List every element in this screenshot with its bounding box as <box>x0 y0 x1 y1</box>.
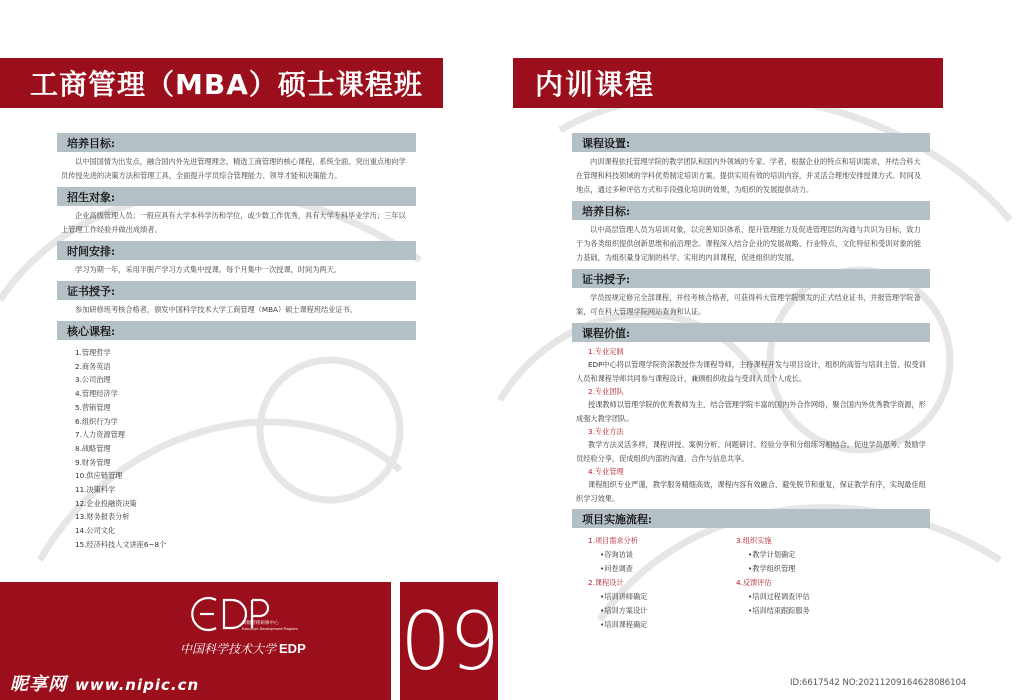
flow-step-title: 1.项目需求分析 <box>588 536 638 545</box>
course-item: 7.人力资源管理 <box>75 430 125 440</box>
value-text: EDP中心将以管理学院资深教授作为课程导师，主持课程开发与项目设计，组织的高管与培训主管、拟受训人员和课程导师共同参与课程设计，兼顾组织收益与受训人员个人成长。 <box>576 360 926 383</box>
core-courses-heading: 核心课程: <box>67 324 116 338</box>
course-item: 4.管理经济学 <box>75 389 118 399</box>
value-heading: 课程价值: <box>582 326 631 340</box>
value-list <box>572 342 930 505</box>
flow-step-title: 2.课程设计 <box>588 578 624 587</box>
section-text: 学习为期一年，采用半脱产学习方式集中授课。每个月集中一次授课，时间为两天。 <box>75 265 341 274</box>
flow-step-item: •教学组织管理 <box>748 564 796 573</box>
flow-step-item: •培训课程确定 <box>600 620 648 629</box>
value-heading-bar <box>572 323 930 342</box>
page-number: 09 <box>400 594 498 688</box>
flow-step-item: •培训结束跟踪服务 <box>748 606 810 615</box>
course-item: 15.经济科技人文讲座6~8个 <box>75 539 167 549</box>
course-item: 11.决策科学 <box>75 485 116 495</box>
flow-step-item: •培训讲师确定 <box>600 592 648 601</box>
course-item: 14.公司文化 <box>75 526 116 536</box>
value-text: 授课教师以管理学院的优秀教师为主，结合管理学院丰富的国内外合作网络，聚合国内外优秀教学资源，形成强大教学团队。 <box>576 400 926 423</box>
section-heading: 招生对象: <box>67 190 116 204</box>
section-heading: 时间安排: <box>67 244 116 258</box>
flow-step-title: 3.组织实施 <box>736 536 772 545</box>
cert-text: 学员按规定修完全部课程，并经考核合格者，可获得科大管理学院颁发的正式结业证书，并报管理学院备案，可在科大管理学院网站查询和认证。 <box>576 293 921 316</box>
logo-sub-cn: 高级管理研修中心 <box>242 621 279 626</box>
setup-text: 内训课程依托管理学院的教学团队和国内外领域的专家、学者，根据企业的特点和培训需求，并结合科大在管理和科技领域的学科优势制定培训方案。提供实用有效的培训内容，并灵活合理地安排授课方式、时间及地点，通过多种评估方式和手段强化培训的效果，为组织的发展提供动力。 <box>576 157 922 194</box>
right-page-title: 内训课程 <box>535 68 656 101</box>
university-edp: EDP <box>279 641 306 656</box>
edp-logo <box>190 594 300 634</box>
course-item: 9.财务管理 <box>75 457 111 467</box>
left-column <box>57 133 416 552</box>
left-title-banner <box>0 58 443 108</box>
section-heading-bar <box>57 187 416 206</box>
goal-text: 以中高层管理人员为培训对象，以完善知识体系、提升管理能力及促进管理层的沟通与共识为目标，致力于为各类组织提供创新思维和前沿理念。课程深入结合企业的发展战略、行业特点、文化特征和受训对象的能力基础，为组织量身定制的科学、实用的内训课程，促进组织的发展。 <box>576 225 922 262</box>
section-heading-bar <box>57 281 416 300</box>
section-text: 企业高级管理人员；一般应具有大学本科学历和学位，或少数工作优秀，具有大学专科毕业学历；三年以上管理工作经验并做出成绩者。 <box>61 211 406 234</box>
course-item: 6.组织行为学 <box>75 416 118 426</box>
course-item: 10.供应链管理 <box>75 471 123 481</box>
flow-heading-bar <box>572 509 930 528</box>
course-item: 5.营销管理 <box>75 402 111 412</box>
value-text: 教学方法灵活多样，课程讲授、案例分析、问题研讨、经验分享和分组练习相结合。促进学员思考、鼓励学员经验分享，促成组织内部的沟通、合作与信息共享。 <box>576 440 926 463</box>
setup-heading-bar <box>572 133 930 152</box>
watermark-left <box>10 670 199 696</box>
value-title: 4.专业管理 <box>588 467 624 476</box>
section-text: 以中国国情为出发点，融合国内外先进管理理念，精选工商管理的核心课程，系统全面、突出重点地向学员传授先进的决策方法和管理工具，全面提升学员综合管理能力、领导才能和决策能力。 <box>61 157 406 180</box>
watermark-url: www.nipic.cn <box>75 676 200 694</box>
flow-column-right <box>736 534 810 618</box>
watermark-brand: 昵享网 <box>10 674 67 695</box>
cert-heading-bar <box>572 269 930 288</box>
university-name: 中国科学技术大学 <box>180 642 277 656</box>
goal-heading-bar <box>572 201 930 220</box>
right-title-banner <box>513 58 943 108</box>
cert-heading: 证书授予: <box>582 272 631 286</box>
section-text: 参加研修班考核合格者，颁发中国科学技术大学工商管理（MBA）硕士课程班结业证书。 <box>75 305 357 314</box>
flow-step-item: •培训过程调查评估 <box>748 592 810 601</box>
flow-step-title: 4.反馈评估 <box>736 578 772 587</box>
course-item: 12.企业投融资决策 <box>75 498 137 508</box>
university-signature <box>180 640 306 657</box>
flow-heading: 项目实施流程: <box>582 512 653 526</box>
course-item: 3.公司治理 <box>75 375 111 385</box>
section-heading-bar <box>57 133 416 152</box>
flow-step-item: •培训方案设计 <box>600 606 648 615</box>
flow-step-item: •问卷调查 <box>600 564 633 573</box>
value-text: 课程组织专业严谨，教学服务精细高效，课程内容有效融合、避免脱节和重复，保证教学有序，实现最佳组织学习效果。 <box>576 480 926 503</box>
section-heading: 证书授予: <box>67 284 116 298</box>
logo-sub-en: Executive Development Program <box>242 627 298 631</box>
setup-heading: 课程设置: <box>582 136 631 150</box>
section-heading-bar <box>57 241 416 260</box>
page-number-block <box>400 582 498 700</box>
section-heading: 培养目标: <box>67 136 116 150</box>
flow-step-item: •教学计划确定 <box>748 550 796 559</box>
flow-column-left <box>588 534 647 632</box>
core-courses-list <box>57 340 416 552</box>
watermark-id: ID:6617542 NO:20211209164628086104 <box>780 672 1024 694</box>
course-item: 1.管理哲学 <box>75 348 111 357</box>
flow-steps <box>572 528 930 648</box>
right-column <box>572 133 930 648</box>
value-title: 2.专业团队 <box>588 387 624 396</box>
value-title: 1.专业定制 <box>588 347 624 356</box>
course-item: 13.财务报表分析 <box>75 512 130 522</box>
course-item: 2.商务英语 <box>75 361 111 371</box>
goal-heading: 培养目标: <box>582 204 631 218</box>
course-item: 8.战略管理 <box>75 443 111 453</box>
value-title: 3.专业方法 <box>588 427 624 436</box>
core-courses-heading-bar <box>57 321 416 340</box>
flow-step-item: •咨询访谈 <box>600 550 633 559</box>
left-page-title: 工商管理（MBA）硕士课程班 <box>30 68 423 101</box>
